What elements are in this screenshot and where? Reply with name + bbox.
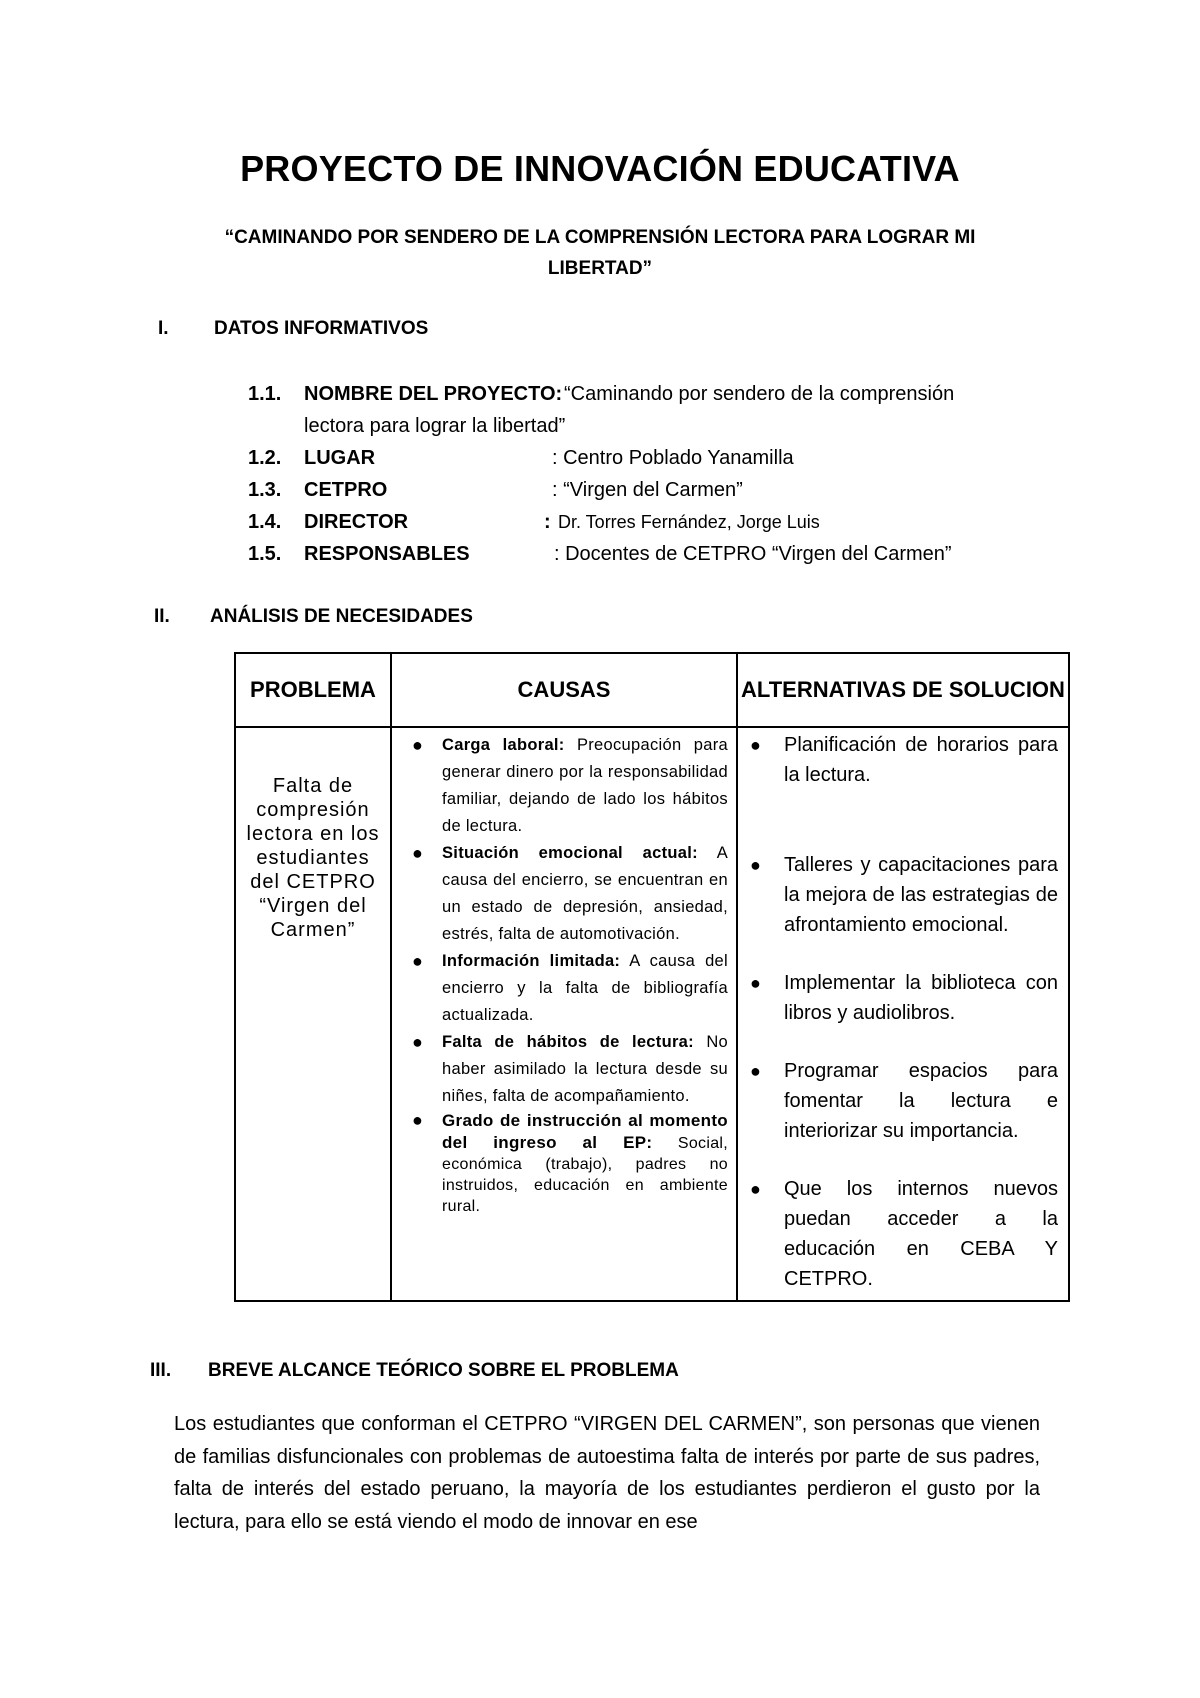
header-causes: CAUSAS xyxy=(391,653,737,727)
problem-text: Falta de compresión lectora en los estudiantes del CETPRO “Virgen del Carmen” xyxy=(246,775,380,941)
item-label: LUGAR xyxy=(304,447,376,469)
alternatives-cell xyxy=(737,727,1069,1301)
section-title: ANÁLISIS DE NECESIDADES xyxy=(210,606,473,627)
item-number: 1.3. xyxy=(248,479,282,501)
list-item xyxy=(398,1029,728,1110)
cause-text: A causa del encierro y la falta de bibliografía actualizada. xyxy=(442,952,728,1024)
item-label: DIRECTOR xyxy=(304,511,409,533)
item-label: NOMBRE DEL PROYECTO: xyxy=(304,383,563,405)
cause-label: Información limitada: xyxy=(442,952,621,970)
list-item xyxy=(742,850,1058,940)
item-number: 1.5. xyxy=(248,543,282,565)
section-number: I. xyxy=(158,318,169,339)
cause-text: Preocupación para generar dinero por la responsabilidad familiar, dejando de lado los hábitos de lectura. xyxy=(442,736,728,835)
item-label: CETPRO xyxy=(304,479,388,501)
cause-label: Falta de hábitos de lectura: xyxy=(442,1033,694,1051)
document-subtitle xyxy=(150,222,1050,284)
bullet-icon: ● xyxy=(750,1179,761,1199)
bullet-icon: ● xyxy=(750,973,761,993)
causes-list xyxy=(392,728,736,1231)
list-item xyxy=(742,1174,1058,1294)
section-title: BREVE ALCANCE TEÓRICO SOBRE EL PROBLEMA xyxy=(208,1360,679,1381)
item-number: 1.1. xyxy=(248,383,282,405)
bullet-icon: ● xyxy=(412,1032,424,1052)
table-row xyxy=(235,727,1069,1301)
list-item xyxy=(742,730,1058,790)
alternative-text: Planificación de horarios para la lectura. xyxy=(784,734,1058,786)
list-item xyxy=(398,948,728,1029)
item-label: RESPONSABLES xyxy=(304,543,470,565)
bullet-icon: ● xyxy=(750,735,761,755)
table-header-row xyxy=(235,653,1069,727)
list-item xyxy=(742,968,1058,1028)
item-number: 1.2. xyxy=(248,447,282,469)
causes-cell xyxy=(391,727,737,1301)
needs-analysis-table xyxy=(234,652,1070,1302)
item-value: “Caminando por sendero de la comprensión xyxy=(564,383,955,405)
header-alternatives: ALTERNATIVAS DE SOLUCION xyxy=(737,653,1069,727)
item-value: : Centro Poblado Yanamilla xyxy=(552,447,794,469)
item-number: 1.4. xyxy=(248,511,282,533)
cause-text: No haber asimilado la lectura desde su niñes, falta de acompañamiento. xyxy=(442,1033,729,1105)
bullet-icon: ● xyxy=(750,1061,761,1081)
bullet-icon: ● xyxy=(412,951,424,971)
subtitle-line-1: “CAMINANDO POR SENDERO DE LA COMPRENSIÓN LECTORA PARA LOGRAR MI xyxy=(224,227,976,248)
list-item xyxy=(742,1056,1058,1146)
list-item xyxy=(398,840,728,948)
cause-label: Carga laboral: xyxy=(442,736,565,754)
alternative-text: Programar espacios para fomentar la lectura e interiorizar su importancia. xyxy=(784,1060,1058,1142)
bullet-icon: ● xyxy=(750,855,761,875)
bullet-icon: ● xyxy=(412,1110,424,1130)
problem-cell xyxy=(235,727,391,1301)
item-value-continued: lectora para lograr la libertad” xyxy=(304,415,566,437)
cause-label: Situación emocional actual: xyxy=(442,844,698,862)
alternative-text: Implementar la biblioteca con libros y audiolibros. xyxy=(784,972,1058,1024)
section-number: II. xyxy=(154,606,170,627)
cause-text: A causa del encierro, se encuentran en un estado de depresión, ansiedad, estrés, falta de automotivación. xyxy=(442,844,728,943)
bullet-icon: ● xyxy=(412,843,424,863)
list-item xyxy=(398,1110,728,1217)
cause-text: Social, económica (trabajo), padres no instruidos, educación en ambiente rural. xyxy=(442,1135,728,1215)
header-problem: PROBLEMA xyxy=(235,653,391,727)
document-title: PROYECTO DE INNOVACIÓN EDUCATIVA xyxy=(240,148,960,189)
item-value: : “Virgen del Carmen” xyxy=(552,479,743,501)
alternatives-list xyxy=(738,728,1068,1300)
alternative-text: Que los internos nuevos puedan acceder a la educación en CEBA Y CETPRO. xyxy=(784,1178,1058,1290)
section-number: III. xyxy=(150,1360,172,1381)
item-value: : Docentes de CETPRO “Virgen del Carmen” xyxy=(554,543,952,565)
subtitle-line-2: LIBERTAD” xyxy=(547,258,653,279)
bullet-icon: ● xyxy=(412,735,424,755)
alternative-text: Talleres y capacitaciones para la mejora de las estrategias de afrontamiento emocional. xyxy=(784,854,1058,936)
cause-label: Grado de instrucción al momento del ingreso al EP: xyxy=(442,1111,728,1152)
list-item xyxy=(398,732,728,840)
body-paragraph: Los estudiantes que conforman el CETPRO “VIRGEN DEL CARMEN”, son personas que vienen de familias disfuncionales con problemas de autoestima falta de interés por parte de sus padres, falta de interés del estado peruano, la mayoría de los estudiantes perdieron el gusto por la lectura, para ello se está viendo el modo de innovar en ese xyxy=(174,1413,1040,1533)
item-colon: : xyxy=(544,511,551,533)
item-value: Dr. Torres Fernández, Jorge Luis xyxy=(558,512,820,532)
section-title: DATOS INFORMATIVOS xyxy=(214,318,429,339)
